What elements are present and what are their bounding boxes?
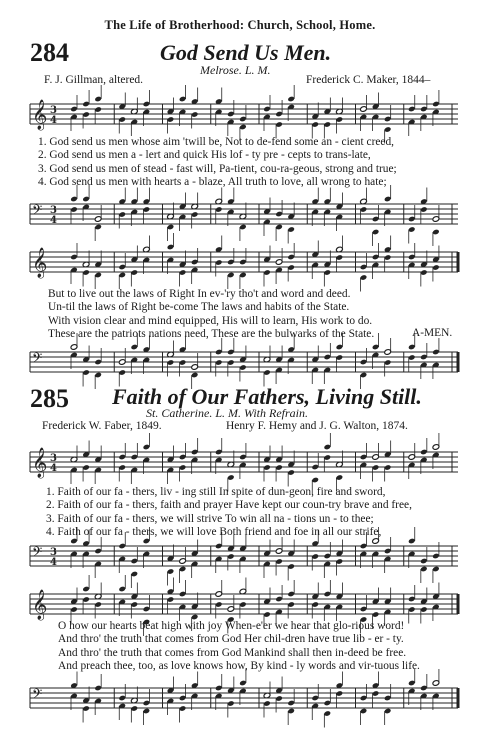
lyric-line: And thro' the truth that comes from God Mankind shall then in-deed be free. <box>58 646 407 659</box>
treble-clef: 𝄞 <box>32 248 48 278</box>
bass-clef: 𝄢 <box>32 350 43 369</box>
time-signature-top: 3 <box>50 547 57 558</box>
hymn-285-stanzas-a <box>46 486 412 539</box>
lyric-line: But to live out the laws of Right In ev-'ry tho't and word and deed. <box>48 288 351 300</box>
time-signature-bottom: 4 <box>50 115 57 126</box>
bass-clef: 𝄢 <box>32 686 43 705</box>
hymn-284-treble-staff-1 <box>0 92 480 136</box>
lyric-line: 3. Faith of our fa - thers, we will strive To win all na - tions un - to thee; <box>46 512 374 525</box>
hymn-285-bass-staff-2 <box>0 676 480 720</box>
running-head: The Life of Brotherhood: Church, School, Home. <box>104 18 376 32</box>
hymn-284-author: F. J. Gillman, altered. <box>44 74 144 86</box>
lyric-line: Un-til the laws of Right be-come The laws and habits of the State. <box>48 301 350 314</box>
lyric-line: O how our hearts beat high with joy When-e'er we hear that glo-rious word! <box>58 620 405 632</box>
bass-clef: 𝄢 <box>32 202 43 221</box>
time-signature-top: 3 <box>50 105 57 116</box>
hymn-285-tune: St. Catherine. L. M. With Refrain. <box>146 406 308 420</box>
bass-clef: 𝄢 <box>32 544 43 563</box>
hymn-285-author: Frederick W. Faber, 1849. <box>42 420 162 432</box>
hymn-285-bass-staff-1 <box>0 534 480 578</box>
treble-clef: 𝄞 <box>32 448 48 478</box>
lyric-line: 1. Faith of our fa - thers, liv - ing still In spite of dun-geon, fire and sword, <box>46 486 386 498</box>
lyric-line: With vision clear and mind equipped, His will to learn, His work to do. <box>48 314 373 327</box>
hymn-285-stanzas-b <box>58 620 420 673</box>
hymn-285-title: Faith of Our Fathers, Living Still. <box>112 384 422 409</box>
hymn-284-stanzas-b <box>48 288 374 341</box>
hymn-284-composer: Frederick C. Maker, 1844– <box>306 74 431 86</box>
hymn-284-title: God Send Us Men. <box>160 40 332 65</box>
hymn-284-number: 284 <box>30 38 69 67</box>
lyric-line: These are the patriots nations need, These are the bulwarks of the State. <box>48 327 375 340</box>
hymn-284-stanzas-a <box>38 136 397 189</box>
lyric-line: And preach thee, too, as love knows how, By kind - ly words and vir-tuous life. <box>58 659 420 672</box>
hymn-284-tune: Melrose. L. M. <box>200 63 271 77</box>
lyric-line: 3. God send us men of stead - fast will, Pa-tient, cou-ra-geous, strong and true; <box>38 162 397 175</box>
lyric-line: 4. Faith of our fa - thers, we will love Both friend and foe in all our strife, <box>46 525 382 538</box>
lyric-line: 2. God send us men a - lert and quick His lof - ty pre - cepts to trans-late, <box>38 149 371 162</box>
hymn-285-number: 285 <box>30 384 69 413</box>
time-signature-bottom: 4 <box>50 463 57 474</box>
treble-clef: 𝄞 <box>32 100 48 130</box>
hymn-285-composer: Henry F. Hemy and J. G. Walton, 1874. <box>226 420 408 432</box>
time-signature-top: 3 <box>50 453 57 464</box>
treble-clef: 𝄞 <box>32 590 48 620</box>
lyric-line: 2. Faith of our fa - thers, faith and prayer Have kept our coun-try brave and free, <box>46 499 412 512</box>
hymn-284-bass-staff-2 <box>0 340 480 384</box>
amen-label: A-MEN. <box>412 327 453 339</box>
hymn-284-treble-staff-2 <box>0 240 480 284</box>
time-signature-bottom: 4 <box>50 557 57 568</box>
lyric-line: And thro' the truth that comes from God Her chil-dren have true lib - er - ty. <box>58 633 404 646</box>
hymn-285-treble-staff-1 <box>0 440 480 484</box>
time-signature-bottom: 4 <box>50 215 57 226</box>
lyric-line: 1. God send us men whose aim 'twill be, Not to de-fend some an - cient creed, <box>38 136 395 148</box>
hymn-284-bass-staff-1 <box>0 192 480 236</box>
lyric-line: 4. God send us men with hearts a - blaze, All truth to love, all wrong to hate; <box>38 175 387 188</box>
time-signature-top: 3 <box>50 205 57 216</box>
